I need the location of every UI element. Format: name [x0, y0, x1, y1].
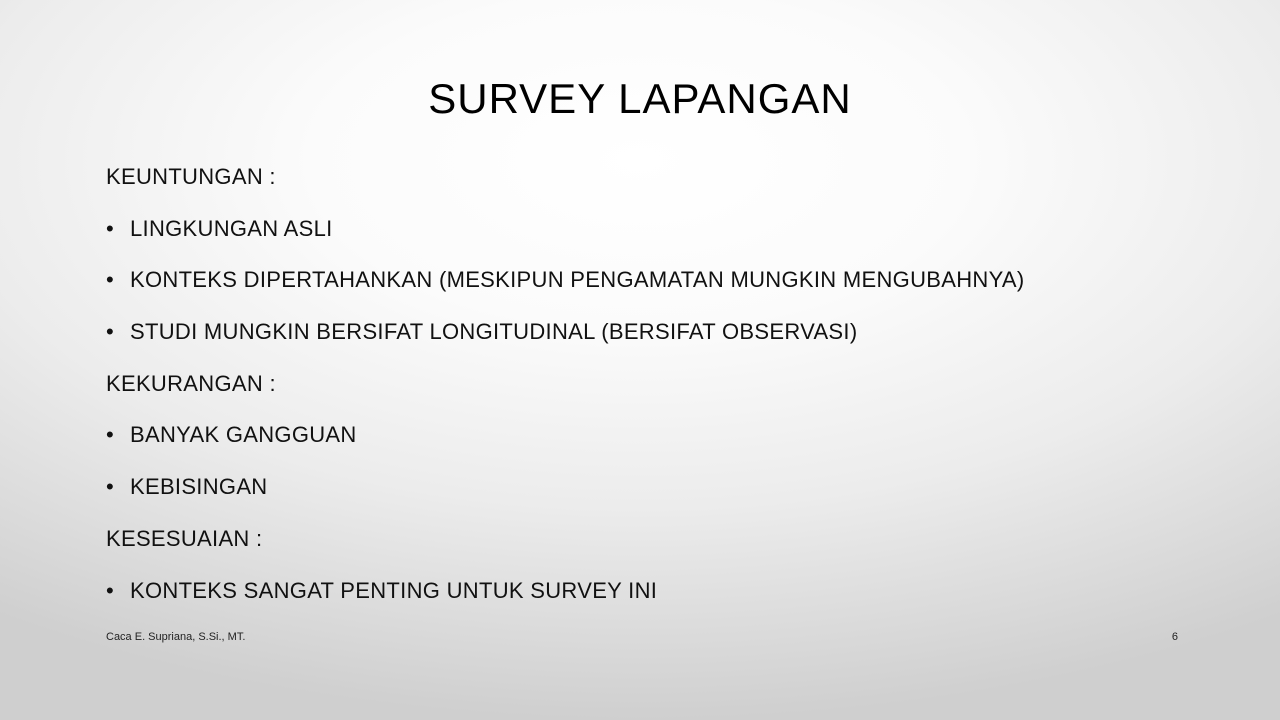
- bullet-icon: •: [106, 267, 115, 292]
- bullet-text: STUDI MUNGKIN BERSIFAT LONGITUDINAL (BERSIFAT OBSERVASI): [130, 319, 858, 344]
- bullet-icon: •: [106, 422, 115, 447]
- bullet-icon: •: [106, 474, 115, 499]
- section-heading-kesesuaian: KESESUAIAN :: [106, 526, 263, 551]
- bullet-item: [106, 214, 333, 244]
- bullet-icon: •: [106, 319, 115, 344]
- bullet-item: [106, 265, 1025, 295]
- bullet-icon: •: [106, 578, 115, 603]
- bullet-item: [106, 420, 357, 450]
- bullet-text: KONTEKS DIPERTAHANKAN (MESKIPUN PENGAMATAN MUNGKIN MENGUBAHNYA): [130, 267, 1025, 292]
- bullet-item: [106, 576, 657, 606]
- bullet-text: KEBISINGAN: [130, 474, 268, 499]
- bullet-item: [106, 317, 857, 347]
- footer-author: Caca E. Supriana, S.Si., MT.: [106, 631, 246, 643]
- section-heading-keuntungan: KEUNTUNGAN :: [106, 164, 276, 189]
- bullet-text: KONTEKS SANGAT PENTING UNTUK SURVEY INI: [130, 578, 658, 603]
- bullet-item: [106, 472, 267, 502]
- slide-title: SURVEY LAPANGAN: [428, 75, 852, 122]
- bullet-text: LINGKUNGAN ASLI: [130, 216, 333, 241]
- bullet-icon: •: [106, 216, 115, 241]
- bullet-text: BANYAK GANGGUAN: [130, 422, 357, 447]
- section-heading-kekurangan: KEKURANGAN :: [106, 371, 276, 396]
- page-number: 6: [1171, 631, 1178, 643]
